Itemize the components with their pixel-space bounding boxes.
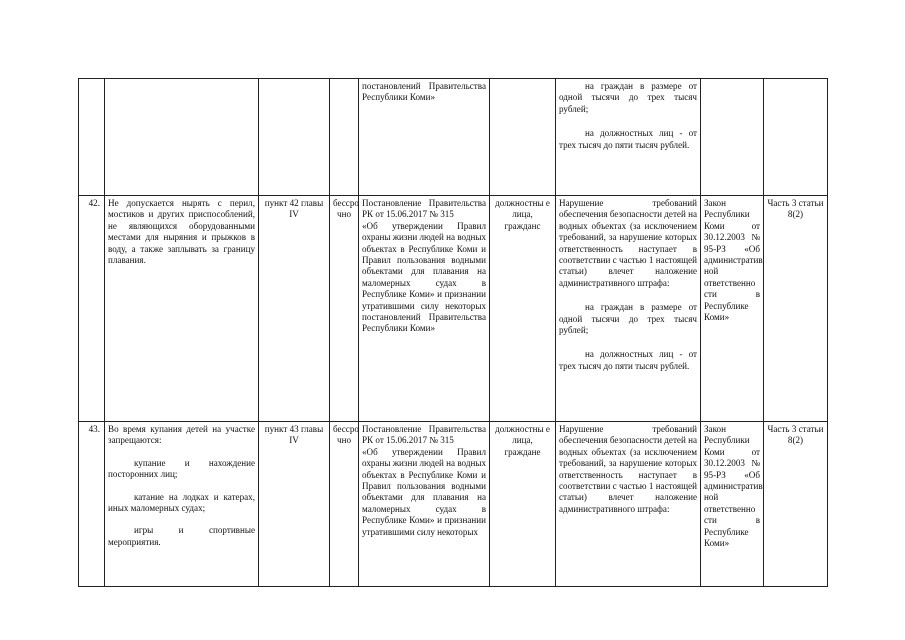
legal-act xyxy=(359,79,490,196)
violation-text: Нарушение требований обеспечения безопасности детей на водных объектах (за исключением требований, за нарушение которых ответственность наступает в соответствии с частью 1 настоящей статьи) влечет наложение административного штрафа: xyxy=(559,424,698,514)
legal-act-text: постановлений Правительства Республики Коми» xyxy=(362,81,486,103)
table-row xyxy=(79,79,828,196)
legal-act-title: Постановление Правительства РК от 15.06.2017 № 315 xyxy=(362,424,486,446)
fine-citizens: на граждан в размере от одной тысячи до трех тысяч рублей; xyxy=(559,81,697,114)
validity-term: бессро чно xyxy=(330,422,359,587)
liability-description xyxy=(556,422,701,587)
requirement-item: купание и нахождение посторонних лиц; xyxy=(108,457,255,480)
liability-law: Закон Республики Коми от 30.12.2003 № 95-РЗ «Об административ ной ответственно сти в Республике Коми» xyxy=(701,196,764,422)
article-reference: Часть 3 статьи 8(2) xyxy=(764,196,828,422)
legal-act xyxy=(359,196,490,422)
point-reference: пункт 42 главы IV xyxy=(259,196,330,422)
requirement-text xyxy=(105,79,259,196)
liability-description xyxy=(556,79,701,196)
responsible-subjects xyxy=(490,79,556,196)
legal-act-text: «Об утверждении Правил охраны жизни людей на водных объектах в Республике Коми и Правил пользования водными объектами для плавания на маломерных судах в Республике Коми» и признании утратившими силу некоторых xyxy=(362,446,486,537)
responsible-subjects: должностны е лица, граждане xyxy=(490,422,556,587)
fine-officials: на должностных лиц - от трех тысяч до пяти тысяч рублей. xyxy=(559,349,697,371)
validity-term xyxy=(330,79,359,196)
fine-officials: на должностных лиц - от трех тысяч до пяти тысяч рублей. xyxy=(559,128,697,150)
legal-act-text: «Об утверждении Правил охраны жизни людей на водных объектах в Республике Коми и Правил пользования водными объектами для плавания на маломерных судах в Республике Коми» и признании утратившими силу некоторых постановлений Правительства Республики Коми» xyxy=(362,220,486,334)
responsible-subjects: должностны е лица, гражданс xyxy=(490,196,556,422)
table-row xyxy=(79,422,828,587)
requirements-table xyxy=(78,78,828,587)
liability-description xyxy=(556,196,701,422)
validity-term: бессро чно xyxy=(330,196,359,422)
liability-law xyxy=(701,79,764,196)
row-number: 42. xyxy=(79,196,105,422)
legal-act xyxy=(359,422,490,587)
row-number xyxy=(79,79,105,196)
row-number: 43. xyxy=(79,422,105,587)
point-reference xyxy=(259,79,330,196)
article-reference: Часть 3 статьи 8(2) xyxy=(764,422,828,587)
violation-text: Нарушение требований обеспечения безопасности детей на водных объектах (за исключением требований, за нарушение которых ответственность наступает в соответствии с частью 1 настоящей статьи) влечет наложение административного штрафа: xyxy=(559,198,698,288)
requirement-item: катание на лодках и катерах, иных маломерных судах; xyxy=(108,491,255,514)
legal-act-title: Постановление Правительства РК от 15.06.2017 № 315 xyxy=(362,198,486,220)
table-row xyxy=(79,196,828,422)
requirement-paragraph: Во время купания детей на участке запрещаются: xyxy=(108,424,255,446)
requirement-text xyxy=(105,422,259,587)
fine-citizens: на граждан в размере от одной тысячи до трех тысяч рублей; xyxy=(559,302,697,336)
requirement-text xyxy=(105,196,259,422)
liability-law: Закон Республики Коми от 30.12.2003 № 95-РЗ «Об административ ной ответственно сти в Республике Коми» xyxy=(701,422,764,587)
requirement-paragraph: Не допускается нырять с перил, мостиков и других приспособлений, не являющихся оборудованными местами для ныряния и прыжков в воду, а также заплывать за границу плавания. xyxy=(108,198,255,266)
point-reference: пункт 43 главы IV xyxy=(259,422,330,587)
article-reference xyxy=(764,79,828,196)
requirement-item: игры и спортивные мероприятия. xyxy=(108,525,255,547)
